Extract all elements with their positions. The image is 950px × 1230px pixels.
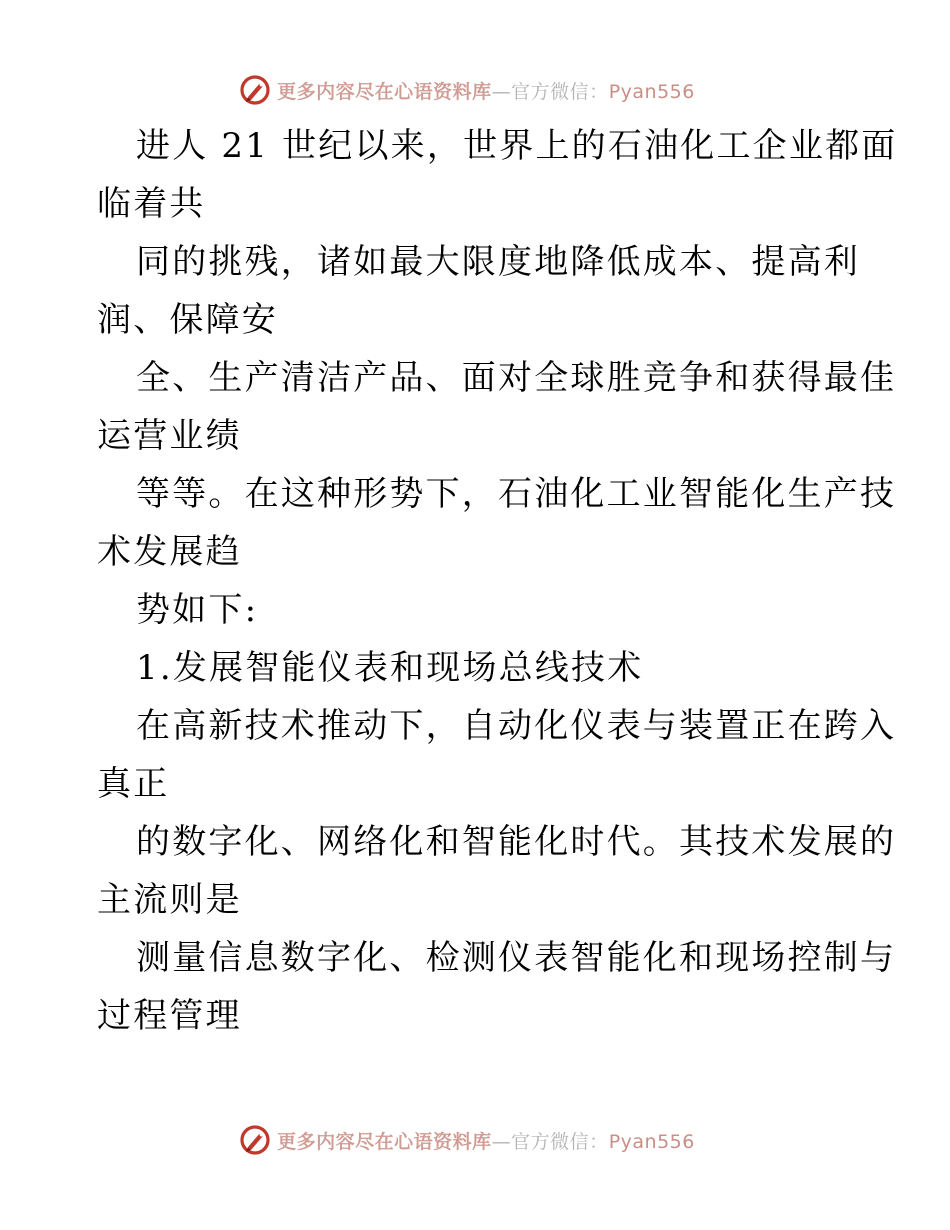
text-line: 过程管理 — [97, 996, 242, 1036]
banner-content — [239, 74, 695, 106]
text-line: 等等。在这种形势下，石油化工业智能化生产技 — [136, 474, 897, 514]
text-line: 术发展趋 — [97, 532, 242, 572]
banner-content — [239, 1124, 695, 1156]
footer-banner — [0, 1120, 950, 1160]
banner-separator: — — [491, 1130, 512, 1153]
pen-logo-icon — [239, 74, 271, 106]
banner-wechat-id: Pyan556 — [608, 80, 695, 103]
banner-wechat-id: Pyan556 — [608, 1130, 695, 1153]
text-line: 真正 — [97, 764, 170, 804]
text-line: 临着共 — [97, 184, 206, 224]
text-line: 进人 21 世纪以来，世界上的石油化工企业都面 — [136, 126, 898, 166]
banner-main-text: 更多内容尽在心语资料库 — [277, 80, 492, 103]
text-line: 主流则是 — [97, 880, 242, 920]
header-banner — [0, 70, 950, 110]
text-line: 全、生产清洁产品、面对全球胜竞争和获得最佳 — [136, 358, 897, 398]
banner-sub-text: 官方微信： — [511, 1130, 609, 1153]
banner-sub-text: 官方微信： — [511, 80, 609, 103]
banner-text — [277, 1127, 695, 1154]
banner-separator: — — [491, 80, 512, 103]
text-line: 在高新技术推动下，自动化仪表与装置正在跨入 — [136, 706, 897, 746]
document-body — [97, 117, 898, 1045]
banner-text — [277, 77, 695, 104]
text-line: 同的挑残，诸如最大限度地降低成本、提高利 — [136, 242, 860, 282]
pen-logo-icon — [239, 1124, 271, 1156]
banner-main-text: 更多内容尽在心语资料库 — [277, 1130, 492, 1153]
text-line: 运营业绩 — [97, 416, 242, 456]
text-line: 润、保障安 — [97, 300, 278, 340]
section-heading: 1.发展智能仪表和现场总线技术 — [136, 648, 644, 688]
text-line: 势如下: — [136, 590, 259, 630]
text-line: 的数字化、网络化和智能化时代。其技术发展的 — [136, 822, 897, 862]
text-line: 测量信息数字化、检测仪表智能化和现场控制与 — [136, 938, 897, 978]
